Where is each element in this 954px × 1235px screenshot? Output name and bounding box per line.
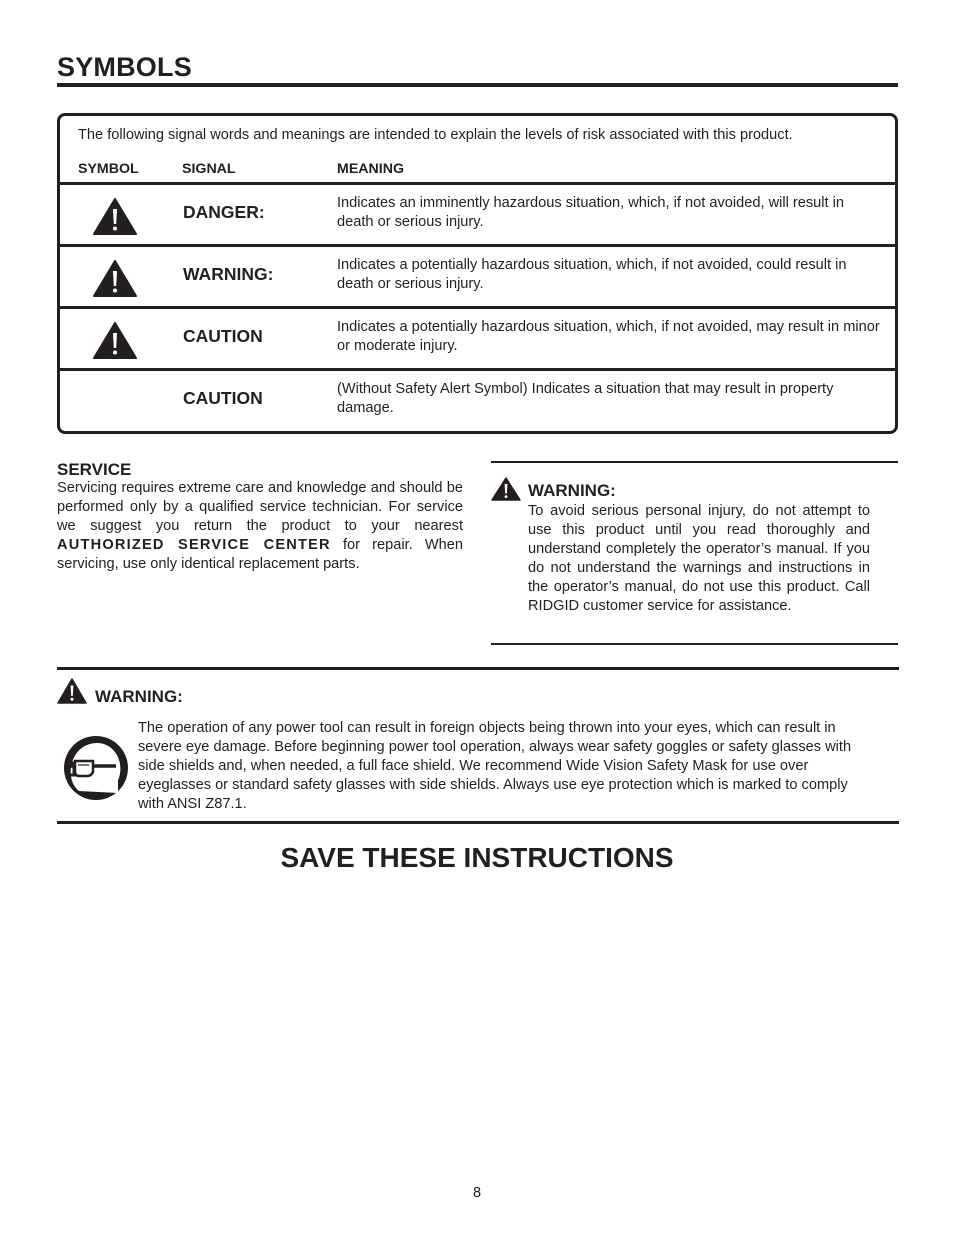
eye-warning-label: WARNING: [95,687,183,706]
table-row [60,306,895,368]
symbols-table [57,113,898,434]
safety-alert-icon [93,198,137,235]
table-row [60,244,895,306]
signal-word: CAUTION [183,326,263,346]
page-number: 8 [472,1185,482,1201]
table-row [60,368,895,430]
signal-meaning: (Without Safety Alert Symbol) Indicates a situation that may result in property damage. [337,381,834,416]
signal-meaning: Indicates a potentially hazardous situation, which, if not avoided, could result in death or serious injury. [337,257,847,292]
eye-warning-text: The operation of any power tool can result in foreign objects being thrown into your eyes, which can result in severe eye damage. Before beginning power tool operation, always wear safety goggles or safety glasses with side shields and, when needed, a full face shield. We recommend Wide Vision Safety Mask for use over eyeglasses or standard safety glasses with side shields. Always use eye protection which is marked to comply with ANSI Z87.1. [138,720,852,812]
safety-alert-icon [93,322,137,359]
symbols-intro: The following signal words and meanings are intended to explain the levels of risk associated with this product. [78,127,793,143]
section-rule [57,667,899,670]
section-rule [57,821,899,824]
page-title: SYMBOLS [57,52,192,82]
title-rule [57,83,898,87]
signal-word: WARNING: [183,264,274,284]
column-header-symbol: SYMBOL [78,161,139,177]
signal-meaning: Indicates an imminently hazardous situation, which, if not avoided, will result in death or serious injury. [337,195,844,230]
column-header-signal: SIGNAL [182,161,236,177]
warning-label: WARNING: [528,481,616,500]
authorized-service-center: AUTHORIZED SERVICE CENTER [57,537,331,553]
signal-meaning: Indicates a potentially hazardous situation, which, if not avoided, may result in minor or moderate injury. [337,319,880,354]
table-row [60,182,895,244]
signal-word: DANGER: [183,202,265,222]
safety-alert-icon [491,477,521,501]
service-text: Servicing requires extreme care and knowledge and should be performed only by a qualified service technician. For service we suggest you return the product to your nearest AUTHORIZED SERVICE CENTER for repair. When servicing, use only identical replacement parts. [57,480,463,572]
safety-alert-icon [57,678,87,704]
signal-word: CAUTION [183,388,263,408]
save-instructions-title: SAVE THESE INSTRUCTIONS [280,842,674,873]
service-warning-box [491,461,898,645]
service-heading: SERVICE [57,460,132,479]
safety-alert-icon [93,260,137,297]
warning-text: To avoid serious personal injury, do not attempt to use this product until you read thoroughly and understand completely the operator’s manual. If you do not understand the warnings and instructions in the operator’s manual, do not use this product. Call RIDGID customer service for assistance. [528,503,870,614]
safety-goggles-icon [63,735,129,801]
column-header-meaning: MEANING [337,161,404,177]
